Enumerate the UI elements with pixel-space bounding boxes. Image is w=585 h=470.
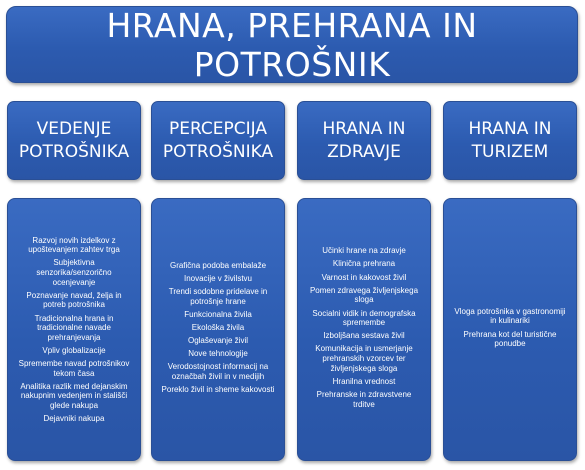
heading-percepcija-potrosnika: PERCEPCIJA POTROŠNIKA	[162, 118, 274, 162]
heading-box-hrana-in-turizem	[443, 101, 577, 180]
topic-item: Inovacije v živilstvu	[183, 273, 253, 283]
topic-item: Vloga potrošnika v gastronomiji in kulinariki	[454, 306, 566, 326]
topic-item: Funkcionalna živila	[184, 309, 252, 319]
topic-item: Klinična prehrana	[332, 259, 396, 269]
heading-box-hrana-in-zdravje	[297, 101, 431, 180]
diagram-title: HRANA, PREHRANA IN POTROŠNIK	[106, 5, 478, 84]
topic-item: Nove tehnologije	[188, 349, 248, 359]
topic-item: Pomen zdravega življenjskega sloga	[309, 285, 419, 305]
topic-item: Ekološka živila	[191, 322, 245, 332]
topic-item: Varnost in kakovost živil	[321, 272, 407, 282]
heading-hrana-in-zdravje: HRANA IN ZDRAVJE	[322, 118, 406, 162]
topic-item: Socialni vidik in demografska spremembe	[312, 308, 416, 328]
heading-vedenje-potrosnika: VEDENJE POTROŠNIKA	[18, 118, 130, 162]
title-box	[6, 6, 578, 83]
topic-item: Trendi sodobne pridelave in potrošnje hrane	[168, 286, 268, 306]
topic-item: Verodostojnost informacij na označbah živil in v medijih	[167, 362, 269, 382]
topic-list-vedenje-potrosnika	[15, 232, 133, 428]
topic-item: Hranilna vrednost	[332, 376, 396, 386]
heading-hrana-in-turizem: HRANA IN TURIZEM	[468, 118, 552, 162]
topic-item: Prehrana kot del turistične ponudbe	[463, 329, 557, 349]
heading-box-vedenje-potrosnika	[7, 101, 141, 180]
list-box-vedenje-potrosnika	[7, 198, 141, 461]
topic-item: Razvoj novih izdelkov z upoštevanjem zahtev trga	[28, 235, 120, 255]
topic-item: Poznavanje navad, želja in potreb potrošnika	[26, 290, 122, 310]
topic-item: Učinki hrane na zdravje	[322, 246, 406, 256]
topic-item: Dejavniki nakupa	[43, 414, 105, 424]
topic-item: Tradicionalna hrana in tradicionalne navade prehranjevanja	[34, 313, 114, 342]
topic-item: Analitika razlik med dejanskim nakupnim vedenjem in stališči glede nakupa	[20, 381, 128, 411]
topic-list-percepcija-potrosnika	[159, 261, 277, 399]
list-box-hrana-in-zdravje	[297, 198, 431, 461]
topic-item: Izboljšana sestava živil	[323, 331, 405, 341]
topic-item: Oglaševanje živil	[187, 336, 249, 346]
list-box-percepcija-potrosnika	[151, 198, 285, 461]
topic-item: Prehranske in zdravstvene trditve	[316, 390, 412, 409]
topic-list-hrana-in-zdravje	[305, 246, 423, 413]
topic-item: Subjektivna senzorika/senzorično ocenjevanje	[36, 258, 112, 287]
topic-item: Grafična podoba embalaže	[169, 260, 267, 270]
topic-item: Vpliv globalizacije	[42, 345, 106, 355]
list-box-hrana-in-turizem	[443, 198, 577, 461]
topic-item: Komunikacija in usmerjanje prehranskih vzorcev ter življenjskega sloga	[315, 344, 413, 373]
topic-item: Spremembe navad potrošnikov tekom časa	[18, 359, 130, 378]
heading-box-percepcija-potrosnika	[151, 101, 285, 180]
topic-item: Poreklo živil in sheme kakovosti	[161, 385, 275, 395]
topic-list-hrana-in-turizem	[451, 307, 569, 353]
